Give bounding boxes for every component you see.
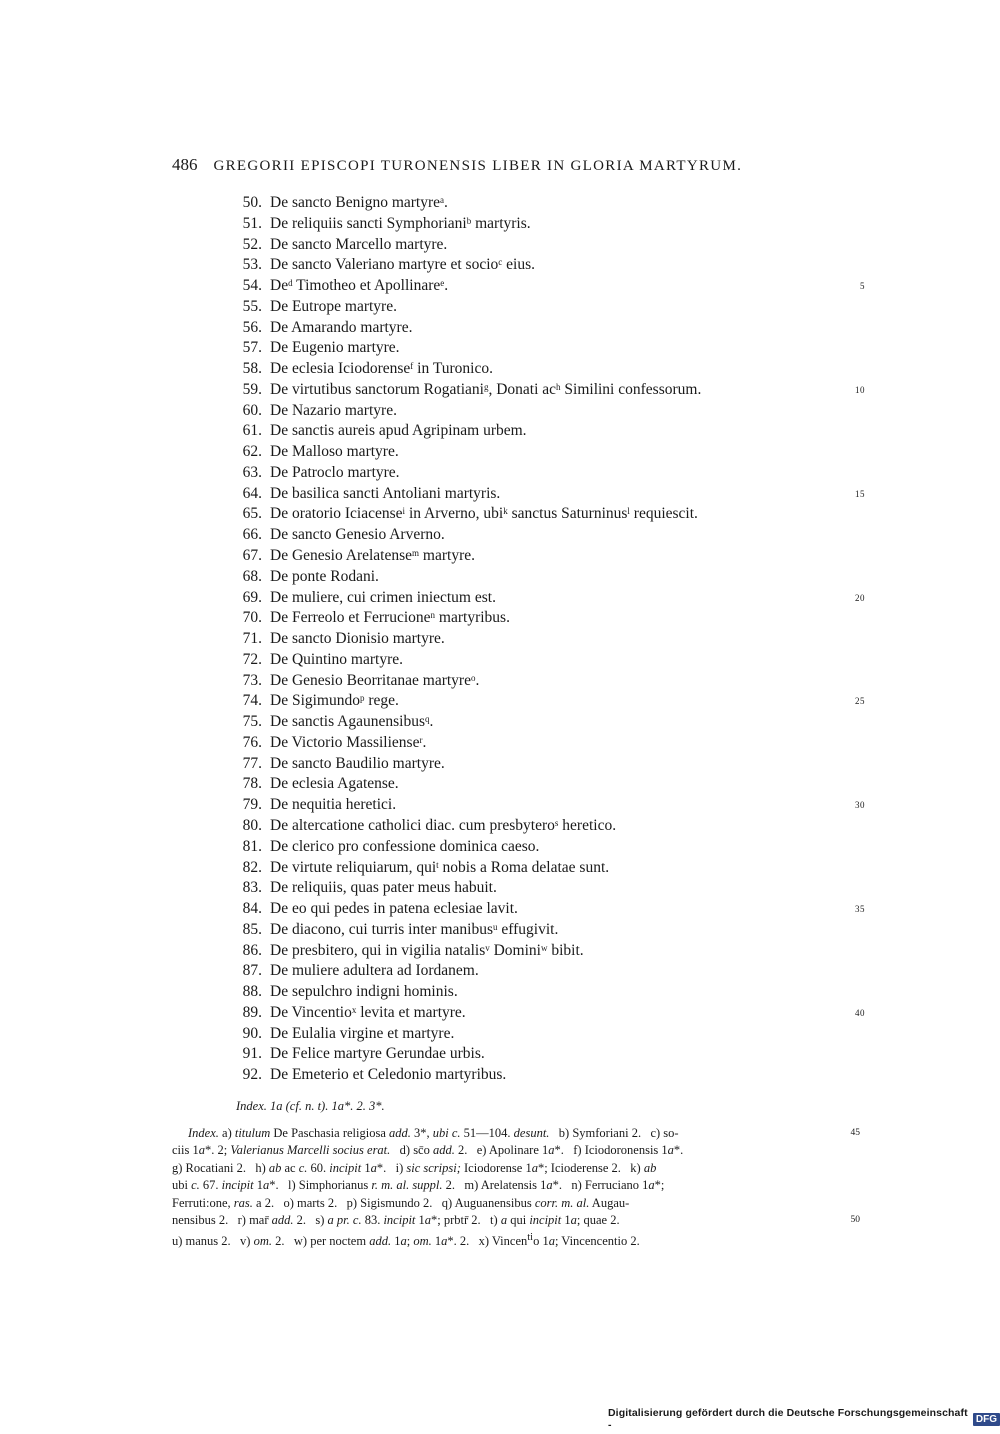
- line-number-marker: 10: [855, 384, 865, 395]
- chapter-number: 80.: [242, 816, 262, 834]
- line-number-marker: 45: [850, 1128, 860, 1138]
- chapter-entry: [220, 608, 865, 629]
- chapter-title: De presbitero, qui in vigilia natalis$^v$ Domini$^w$ bibit.: [270, 941, 584, 959]
- chapter-title: De sanctis aureis apud Agripinam urbem.: [270, 422, 527, 440]
- chapter-entry: [220, 795, 865, 816]
- chapter-title: De muliere, cui crimen iniectum est.: [270, 588, 496, 606]
- line-number-marker: 5: [860, 281, 865, 292]
- chapter-number: 77.: [242, 754, 262, 772]
- chapter-entry: [220, 297, 865, 318]
- apparatus-heading: Index. 1a (cf. n. t). 1a*. 2. 3*.: [236, 1099, 385, 1113]
- chapter-entry: [220, 193, 865, 214]
- page-number: 486: [172, 155, 198, 174]
- chapter-number: 74.: [242, 692, 262, 710]
- chapter-title: De Felice martyre Gerundae urbis.: [270, 1045, 485, 1063]
- chapter-entry: [220, 484, 865, 505]
- chapter-entry: [220, 691, 865, 712]
- chapter-entry: [220, 442, 865, 463]
- apparatus-line: [172, 1212, 860, 1229]
- apparatus-line: [172, 1177, 842, 1194]
- chapter-title: De virtute reliquiarum, qui$^t$ nobis a Roma delatae sunt.: [270, 858, 610, 876]
- chapter-number: 83.: [242, 879, 262, 897]
- chapter-entry: [220, 1044, 865, 1065]
- chapter-entry: [220, 650, 865, 671]
- chapter-number: 51.: [242, 214, 262, 232]
- chapter-entry: [220, 754, 865, 775]
- chapter-title: De Nazario martyre.: [270, 401, 397, 419]
- chapter-number: 86.: [242, 941, 262, 959]
- chapter-title: De eclesia Iciodorense$^f$ in Turonico.: [270, 360, 493, 378]
- chapter-entry: [220, 878, 865, 899]
- chapter-number: 57.: [242, 339, 262, 357]
- chapter-number: 75.: [242, 713, 262, 731]
- chapter-number: 59.: [242, 380, 262, 398]
- chapter-number: 60.: [242, 401, 262, 419]
- chapter-title: De sancto Marcello martyre.: [270, 235, 448, 253]
- line-number-marker: 30: [855, 800, 865, 811]
- chapter-title: De oratorio Iciacense$^i$ in Arverno, ubi$^k$ sanctus Saturninus$^l$ requiescit.: [270, 505, 698, 523]
- chapter-entry: [220, 567, 865, 588]
- chapter-entry: [220, 733, 865, 754]
- apparatus-text: nensibus 2. r) mar̄ add. 2. s) a pr. c. 83. incipit 1a*; prbtr̄ 2. t) a qui incipit 1a; quae 2.: [172, 1212, 620, 1227]
- apparatus-text: g) Rocatiani 2. h) ab ac c. 60. incipit 1a*. i) sic scripsi; Iciodorense 1a*; Icioderense 2. k) ab: [172, 1160, 657, 1175]
- page-header: [172, 155, 772, 179]
- chapter-entry: [220, 504, 865, 525]
- dfg-logo: DFG: [973, 1413, 1000, 1426]
- chapter-title: De reliquiis, quas pater meus habuit.: [270, 879, 497, 897]
- chapter-title: De ponte Rodani.: [270, 567, 379, 585]
- chapter-entry: [220, 318, 865, 339]
- chapter-title: De Malloso martyre.: [270, 443, 399, 461]
- chapter-entry: [220, 941, 865, 962]
- chapter-entry: [220, 712, 865, 733]
- apparatus-line: [172, 1160, 842, 1177]
- chapter-entry: [220, 920, 865, 941]
- running-title: GREGORII EPISCOPI TURONENSIS LIBER IN GLORIA MARTYRUM.: [213, 158, 743, 174]
- chapter-title: De basilica sancti Antoliani martyris.: [270, 484, 501, 502]
- chapter-entry: [220, 255, 865, 276]
- chapter-title: De sancto Valeriano martyre et socio$^c$ eius.: [270, 256, 535, 274]
- chapter-title: De Eugenio martyre.: [270, 339, 400, 357]
- chapter-title: De sancto Benigno martyre$^a$.: [270, 194, 448, 211]
- chapter-title: De sepulchro indigni hominis.: [270, 983, 458, 1001]
- chapter-entry: [220, 1003, 865, 1024]
- chapter-entry: [220, 837, 865, 858]
- critical-apparatus: [172, 1125, 862, 1247]
- chapter-title: De altercatione catholici diac. cum presbytero$^s$ heretico.: [270, 816, 617, 834]
- chapter-entry: [220, 1065, 865, 1086]
- chapter-entry: [220, 858, 865, 879]
- chapter-number: 70.: [242, 609, 262, 627]
- chapter-number: 54.: [242, 277, 262, 295]
- chapter-number: 82.: [242, 858, 262, 876]
- chapter-title: De Eutrope martyre.: [270, 297, 397, 315]
- chapter-entry: [220, 629, 865, 650]
- chapter-entry: [220, 982, 865, 1003]
- apparatus-text: u) manus 2. v) om. 2. w) per noctem add. 1a; om. 1a*. 2. x) Vincen$^{ti}$o 1a; Vincencentio 2.: [172, 1232, 640, 1249]
- apparatus-line: [172, 1195, 842, 1212]
- apparatus-line: [172, 1125, 860, 1142]
- chapter-number: 66.: [242, 526, 262, 544]
- chapter-entry: [220, 276, 865, 297]
- chapter-entry: [220, 671, 865, 692]
- chapter-title: De sancto Dionisio martyre.: [270, 630, 445, 648]
- chapter-number: 64.: [242, 484, 262, 502]
- chapter-title: De Patroclo martyre.: [270, 463, 400, 481]
- chapter-entry: [220, 421, 865, 442]
- chapter-number: 53.: [242, 256, 262, 274]
- chapter-number: 69.: [242, 588, 262, 606]
- chapter-title: De sanctis Agaunensibus$^q$.: [270, 713, 434, 731]
- chapter-number: 88.: [242, 983, 262, 1001]
- chapter-number: 91.: [242, 1045, 262, 1063]
- chapter-number: 61.: [242, 422, 262, 440]
- chapter-number: 63.: [242, 463, 262, 481]
- chapter-title: De clerico pro confessione dominica caeso.: [270, 837, 540, 855]
- chapter-title: De Ferreolo et Ferrucione$^n$ martyribus.: [270, 609, 510, 627]
- chapter-title: De Eulalia virgine et martyre.: [270, 1024, 455, 1042]
- chapter-title: De nequitia heretici.: [270, 796, 397, 814]
- chapter-number: 72.: [242, 650, 262, 668]
- chapter-title: De eo qui pedes in patena eclesiae lavit.: [270, 900, 518, 918]
- chapter-title: De Genesio Beorritanae martyre$^o$.: [270, 671, 480, 689]
- chapter-entry: [220, 588, 865, 609]
- chapter-entry: [220, 235, 865, 256]
- chapter-number: 92.: [242, 1066, 262, 1084]
- apparatus-text: Ferruti:one, ras. a 2. o) marts 2. p) Sigismundo 2. q) Auguanensibus corr. m. al. Augau-: [172, 1195, 630, 1210]
- chapter-number: 79.: [242, 796, 262, 814]
- chapter-entry: [220, 401, 865, 422]
- line-number-marker: 25: [855, 696, 865, 707]
- chapter-entry: [220, 525, 865, 546]
- chapter-number: 71.: [242, 630, 262, 648]
- chapter-entry: [220, 380, 865, 401]
- chapter-number: 65.: [242, 505, 262, 523]
- chapter-title: De sancto Baudilio martyre.: [270, 754, 445, 772]
- chapter-entry: [220, 1024, 865, 1045]
- chapter-entry: [220, 359, 865, 380]
- chapter-number: 90.: [242, 1024, 262, 1042]
- line-number-marker: 35: [855, 904, 865, 915]
- chapter-title: De Genesio Arelatense$^m$ martyre.: [270, 547, 475, 565]
- chapter-title: De virtutibus sanctorum Rogatiani$^g$, Donati $ac^h$ Similini confessorum.: [270, 380, 702, 398]
- line-number-marker: 50: [850, 1214, 860, 1225]
- chapter-entry: [220, 774, 865, 795]
- chapter-number: 56.: [242, 318, 262, 336]
- chapter-entry: [220, 899, 865, 920]
- apparatus-text: ubi c. 67. incipit 1a*. l) Simphorianus r. m. al. suppl. 2. m) Arelatensis 1a*. n) Ferruciano 1a*;: [172, 1178, 665, 1193]
- chapter-number: 89.: [242, 1003, 262, 1021]
- chapter-list: [220, 193, 865, 1086]
- chapter-number: 87.: [242, 962, 262, 980]
- chapter-title: De Quintino martyre.: [270, 650, 404, 668]
- chapter-entry: [220, 338, 865, 359]
- chapter-entry: [220, 214, 865, 235]
- chapter-title: De sancto Genesio Arverno.: [270, 526, 445, 544]
- footer: [608, 1407, 1000, 1431]
- chapter-number: 84.: [242, 900, 262, 918]
- chapter-title: De reliquiis sancti Symphoriani$^b$ martyris.: [270, 214, 531, 232]
- chapter-number: 55.: [242, 297, 262, 315]
- chapter-number: 76.: [242, 733, 262, 751]
- chapter-entry: [220, 463, 865, 484]
- chapter-entry: [220, 546, 865, 567]
- apparatus-text: ciis 1a*. 2; Valerianus Marcelli socius erat. d) sc̄o add. 2. e) Apolinare 1a*. f) Iciodoronensis 1a*.: [172, 1143, 684, 1158]
- chapter-number: 73.: [242, 671, 262, 689]
- chapter-entry: [220, 961, 865, 982]
- chapter-number: 52.: [242, 235, 262, 253]
- chapter-title: De Victorio Massiliense$^r$.: [270, 733, 427, 751]
- chapter-title: De diacono, cui turris inter manibus$^u$ effugivit.: [270, 920, 559, 938]
- chapter-number: 68.: [242, 567, 262, 585]
- funding-note: Digitalisierung gefördert durch die Deutsche Forschungsgemeinschaft -: [608, 1407, 968, 1431]
- chapter-number: 58.: [242, 360, 262, 378]
- chapter-title: De Emeterio et Celedonio martyribus.: [270, 1066, 507, 1084]
- chapter-title: De Amarando martyre.: [270, 318, 413, 336]
- apparatus-line: [172, 1229, 842, 1249]
- line-number-marker: 15: [855, 488, 865, 499]
- chapter-number: 78.: [242, 775, 262, 793]
- line-number-marker: 40: [855, 1007, 865, 1018]
- chapter-number: 85.: [242, 920, 262, 938]
- chapter-number: 67.: [242, 547, 262, 565]
- apparatus-text: Index. a) titulum De Paschasia religiosa add. 3*, ubi c. 51—104. desunt. b) Symforiani 2. c) so-: [188, 1126, 679, 1140]
- chapter-title: De Vincentio$^x$ levita et martyre.: [270, 1003, 466, 1021]
- chapter-title: De eclesia Agatense.: [270, 775, 399, 793]
- chapter-number: 81.: [242, 837, 262, 855]
- line-number-marker: 20: [855, 592, 865, 603]
- chapter-entry: [220, 816, 865, 837]
- chapter-title: De muliere adultera ad Iordanem.: [270, 962, 479, 980]
- apparatus-line: [172, 1142, 842, 1159]
- chapter-number: 62.: [242, 443, 262, 461]
- chapter-title: De Sigimundo$^p$ rege.: [270, 692, 399, 710]
- chapter-title: De$^d$ Timotheo et Apollinare$^e$.: [270, 277, 449, 295]
- chapter-number: 50.: [242, 194, 262, 211]
